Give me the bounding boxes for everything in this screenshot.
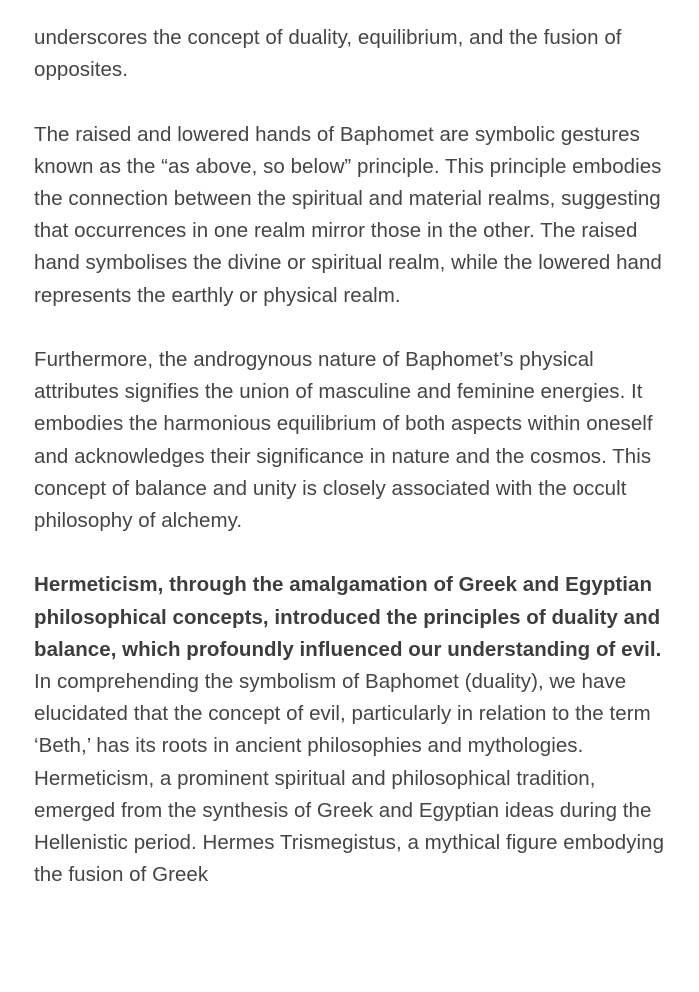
- paragraph-duality: underscores the concept of duality, equilibrium, and the fusion of opposites.: [34, 26, 622, 82]
- paragraph-comprehending-symbolism: In comprehending the symbolism of Baphomet (duality), we have elucidated that the concept of evil, particularly in relation to the term ‘Beth,’ has its roots in ancient philosophies and mythologies. Hermeticism, a prominent spiritual and philosophical tradition, emerged from the synthesis of Greek and Egyptian ideas during the Hellenistic period. Hermes Trismegistus, a mythical figure embodying the fusion of Greek: [34, 670, 665, 887]
- paragraph-androgynous-nature: Furthermore, the androgynous nature of Baphomet’s physical attributes signifies the union of masculine and feminine energies. It embodies the harmonious equilibrium of both aspects within oneself and acknowledges their significance in nature and the cosmos. This concept of balance and unity is closely associated with the occult philosophy of alchemy.: [34, 348, 653, 533]
- paragraph-hermeticism-heading: Hermeticism, through the amalgamation of Greek and Egyptian philosophical concepts, introduced the principles of duality and balance, which profoundly influenced our understanding of evil.: [34, 573, 662, 661]
- paragraph-raised-lowered-hands: The raised and lowered hands of Baphomet are symbolic gestures known as the “as above, so below” principle. This principle embodies the connection between the spiritual and material realms, suggesting that occurrences in one realm mirror those in the other. The raised hand symbolises the divine or spiritual realm, while the lowered hand represents the earthly or physical realm.: [34, 122, 662, 307]
